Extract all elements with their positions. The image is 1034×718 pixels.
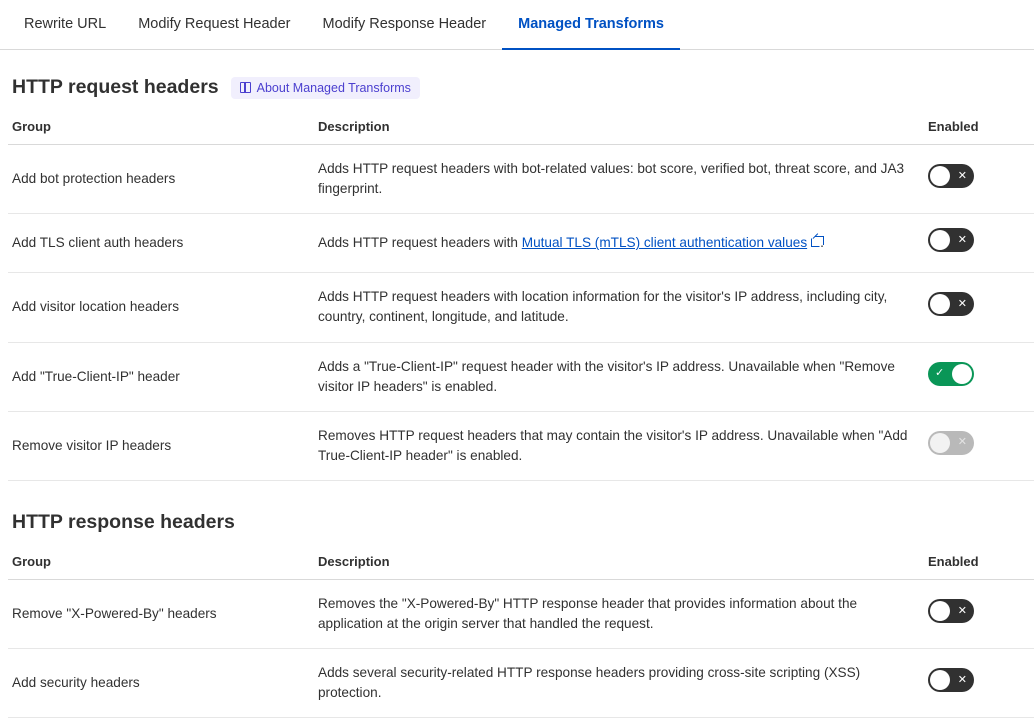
row-enabled-cell <box>924 145 1034 214</box>
row-description: Adds HTTP request headers with bot-related values: bot score, verified bot, threat score, and JA3 fingerprint. <box>314 145 924 214</box>
toggle-knob <box>930 230 950 250</box>
row-group-name: Remove visitor IP headers <box>8 411 314 480</box>
row-enabled-cell <box>924 273 1034 342</box>
toggle-knob <box>930 670 950 690</box>
toggle-knob <box>930 601 950 621</box>
response-headers-table <box>8 548 1034 718</box>
tab-label: Managed Transforms <box>518 16 664 32</box>
row-group-name: Add bot protection headers <box>8 145 314 214</box>
page-title-response-headers: HTTP response headers <box>12 510 235 533</box>
row-description: Adds a "True-Client-IP" request header with the visitor's IP address. Unavailable when "Remove visitor IP headers" is enabled. <box>314 342 924 411</box>
tab-label: Rewrite URL <box>24 16 107 32</box>
toggle-add-visitor-location-headers[interactable] <box>928 292 974 316</box>
row-enabled-cell <box>924 649 1034 718</box>
row-group-name: Add "True-Client-IP" header <box>8 342 314 411</box>
toggle-off-icon: ✕ <box>957 436 967 449</box>
row-group-name: Add TLS client auth headers <box>8 214 314 273</box>
tab-rewrite-url[interactable] <box>8 0 122 50</box>
toggle-off-icon: ✕ <box>957 297 967 310</box>
table-header-row <box>8 548 1034 580</box>
column-header-enabled: Enabled <box>924 548 1034 580</box>
row-enabled-cell <box>924 411 1034 480</box>
row-description-suffix: . <box>820 235 824 251</box>
request-headers-section-header <box>4 76 1030 99</box>
tab-label: Modify Request Header <box>138 16 291 32</box>
main-content <box>0 76 1034 718</box>
about-managed-transforms-link[interactable] <box>231 77 420 99</box>
row-description: Removes HTTP request headers that may contain the visitor's IP address. Unavailable when "Add True-Client-IP header" is enabled. <box>314 411 924 480</box>
column-header-group: Group <box>8 113 314 145</box>
toggle-add-bot-protection-headers[interactable] <box>928 164 974 188</box>
toggle-add-security-headers[interactable] <box>928 668 974 692</box>
tab-modify-response-header[interactable] <box>307 0 503 50</box>
column-header-group: Group <box>8 548 314 580</box>
row-description <box>314 214 924 273</box>
toggle-remove-x-powered-by-headers[interactable] <box>928 599 974 623</box>
toggle-off-icon: ✕ <box>957 604 967 617</box>
tab-modify-request-header[interactable] <box>122 0 306 50</box>
response-headers-section-header <box>4 511 1030 534</box>
table-row <box>8 342 1034 411</box>
tab-bar <box>0 0 1034 50</box>
row-enabled-cell <box>924 342 1034 411</box>
toggle-on-icon: ✓ <box>935 367 945 380</box>
row-description: Removes the "X-Powered-By" HTTP response header that provides information about the application at the origin server that handled the request. <box>314 579 924 648</box>
about-managed-transforms-label: About Managed Transforms <box>256 80 411 95</box>
column-header-enabled: Enabled <box>924 113 1034 145</box>
toggle-remove-visitor-ip-headers <box>928 431 974 455</box>
table-row <box>8 579 1034 648</box>
page-title-request-headers: HTTP request headers <box>12 76 219 98</box>
row-group-name: Remove "X-Powered-By" headers <box>8 579 314 648</box>
toggle-knob <box>930 294 950 314</box>
request-headers-table <box>8 113 1034 481</box>
book-icon <box>240 82 251 93</box>
link-label: Mutual TLS (mTLS) client authentication values <box>521 235 808 251</box>
table-row <box>8 145 1034 214</box>
mtls-client-auth-values-link[interactable] <box>522 235 807 250</box>
row-description-text: Adds HTTP request headers with <box>318 235 522 251</box>
row-description: Adds several security-related HTTP response headers providing cross-site scripting (XSS) protection. <box>314 649 924 718</box>
row-group-name: Add visitor location headers <box>8 273 314 342</box>
table-header-row <box>8 113 1034 145</box>
row-description: Adds HTTP request headers with location information for the visitor's IP address, including city, country, continent, longitude, and latitude. <box>314 273 924 342</box>
external-link-icon <box>811 238 820 247</box>
table-row <box>8 649 1034 718</box>
toggle-off-icon: ✕ <box>957 673 967 686</box>
row-group-name: Add security headers <box>8 649 314 718</box>
toggle-off-icon: ✕ <box>957 169 967 182</box>
table-row <box>8 273 1034 342</box>
toggle-off-icon: ✕ <box>957 233 967 246</box>
toggle-add-true-client-ip-header[interactable] <box>928 362 974 386</box>
toggle-knob <box>930 166 950 186</box>
toggle-knob <box>930 433 950 453</box>
table-row <box>8 411 1034 480</box>
toggle-add-tls-client-auth-headers[interactable] <box>928 228 974 252</box>
row-enabled-cell <box>924 214 1034 273</box>
table-row <box>8 214 1034 273</box>
tab-managed-transforms[interactable] <box>502 0 680 50</box>
column-header-description: Description <box>314 548 924 580</box>
toggle-knob <box>952 364 972 384</box>
column-header-description: Description <box>314 113 924 145</box>
tab-label: Modify Response Header <box>322 16 487 32</box>
row-enabled-cell <box>924 579 1034 648</box>
